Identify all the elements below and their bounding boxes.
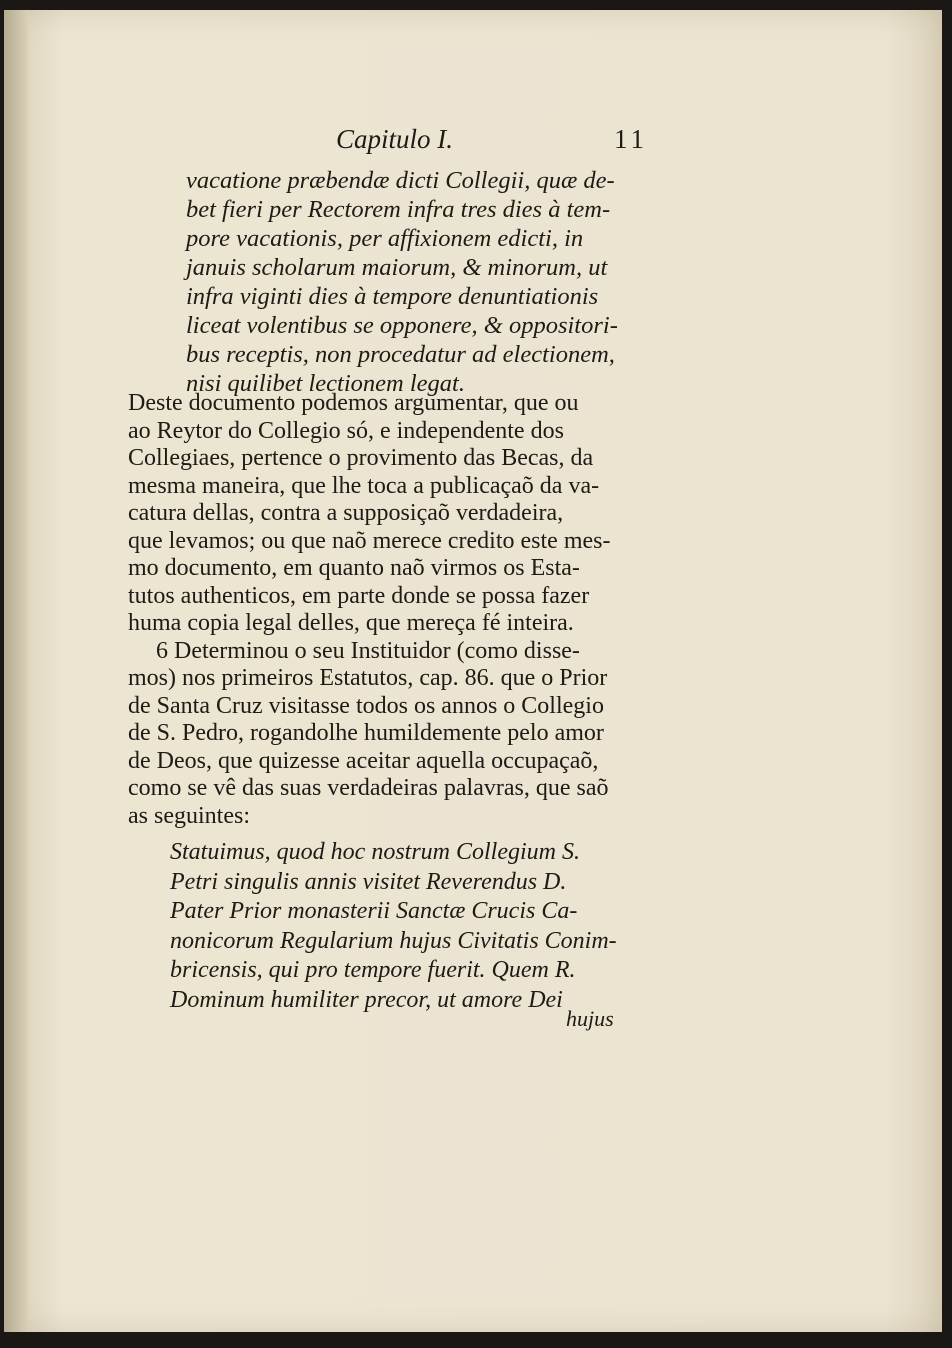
text-line: januis scholarum maiorum, & minorum, ut	[186, 254, 608, 281]
text-line: Deste documento podemos argumentar, que ou	[128, 390, 579, 416]
text-line: Petri singulis annis visitet Reverendus D.	[170, 868, 567, 895]
text-line: tutos authenticos, em parte donde se possa fazer	[128, 582, 590, 609]
running-head	[336, 120, 656, 160]
page-gutter	[4, 10, 28, 1332]
text-line: de Santa Cruz visitasse todos os annos o Collegio	[128, 692, 604, 719]
text-line: nonicorum Regularium hujus Civitatis Conim-	[170, 927, 617, 954]
text-line: mos) nos primeiros Estatutos, cap. 86. que o Prior	[128, 665, 608, 691]
latin-quotation-2	[170, 838, 630, 1015]
text-line: infra viginti dies à tempore denuntiationis	[186, 283, 599, 310]
catchword: hujus	[566, 1006, 614, 1031]
text-line: que levamos; ou que naõ merece credito este mes-	[128, 527, 611, 554]
text-line: mo documento, em quanto naõ virmos os Esta-	[128, 555, 580, 581]
text-line: ao Reytor do Collegio só, e independente dos	[128, 417, 564, 444]
text-line: bet fieri per Rectorem infra tres dies à tem-	[186, 196, 611, 223]
text-line: Statuimus, quod hoc nostrum Collegium S.	[170, 839, 581, 865]
text-line: vacatione præbendæ dicti Collegii, quæ de-	[186, 167, 615, 194]
chapter-title: Capitulo I.	[336, 124, 454, 154]
text-line: mesma maneira, que lhe toca a publicaçaõ da va-	[128, 472, 600, 499]
text-line: de S. Pedro, rogandolhe humildemente pelo amor	[128, 720, 604, 746]
text-line: bus receptis, non procedatur ad electionem,	[186, 341, 615, 368]
text-line: 6 Determinou o seu Instituidor (como disse-	[156, 637, 580, 664]
text-line: huma copia legal delles, que mereça fé inteira.	[128, 610, 574, 636]
latin-quotation-1	[186, 166, 656, 398]
text-line: Dominum humiliter precor, ut amore Dei	[170, 986, 563, 1013]
text-line: Pater Prior monasterii Sanctæ Crucis Ca-	[170, 898, 578, 924]
text-line: catura dellas, contra a supposiçaõ verdadeira,	[128, 500, 564, 526]
text-line: liceat volentibus se opponere, & oppositori-	[186, 312, 618, 339]
text-line: bricensis, qui pro tempore fuerit. Quem R.	[170, 957, 576, 983]
text-line: pore vacationis, per affixionem edicti, in	[186, 225, 584, 252]
text-line: as seguintes:	[128, 802, 250, 829]
body-text	[128, 390, 653, 830]
text-line: nisi quilibet lectionem legat.	[186, 370, 465, 397]
text-line: como se vê das suas verdadeiras palavras, que saõ	[128, 775, 609, 801]
page-number: 11	[614, 124, 648, 154]
text-line: de Deos, que quizesse aceitar aquella occupaçaõ,	[128, 747, 599, 774]
text-line: Collegiaes, pertence o provimento das Becas, da	[128, 445, 594, 471]
